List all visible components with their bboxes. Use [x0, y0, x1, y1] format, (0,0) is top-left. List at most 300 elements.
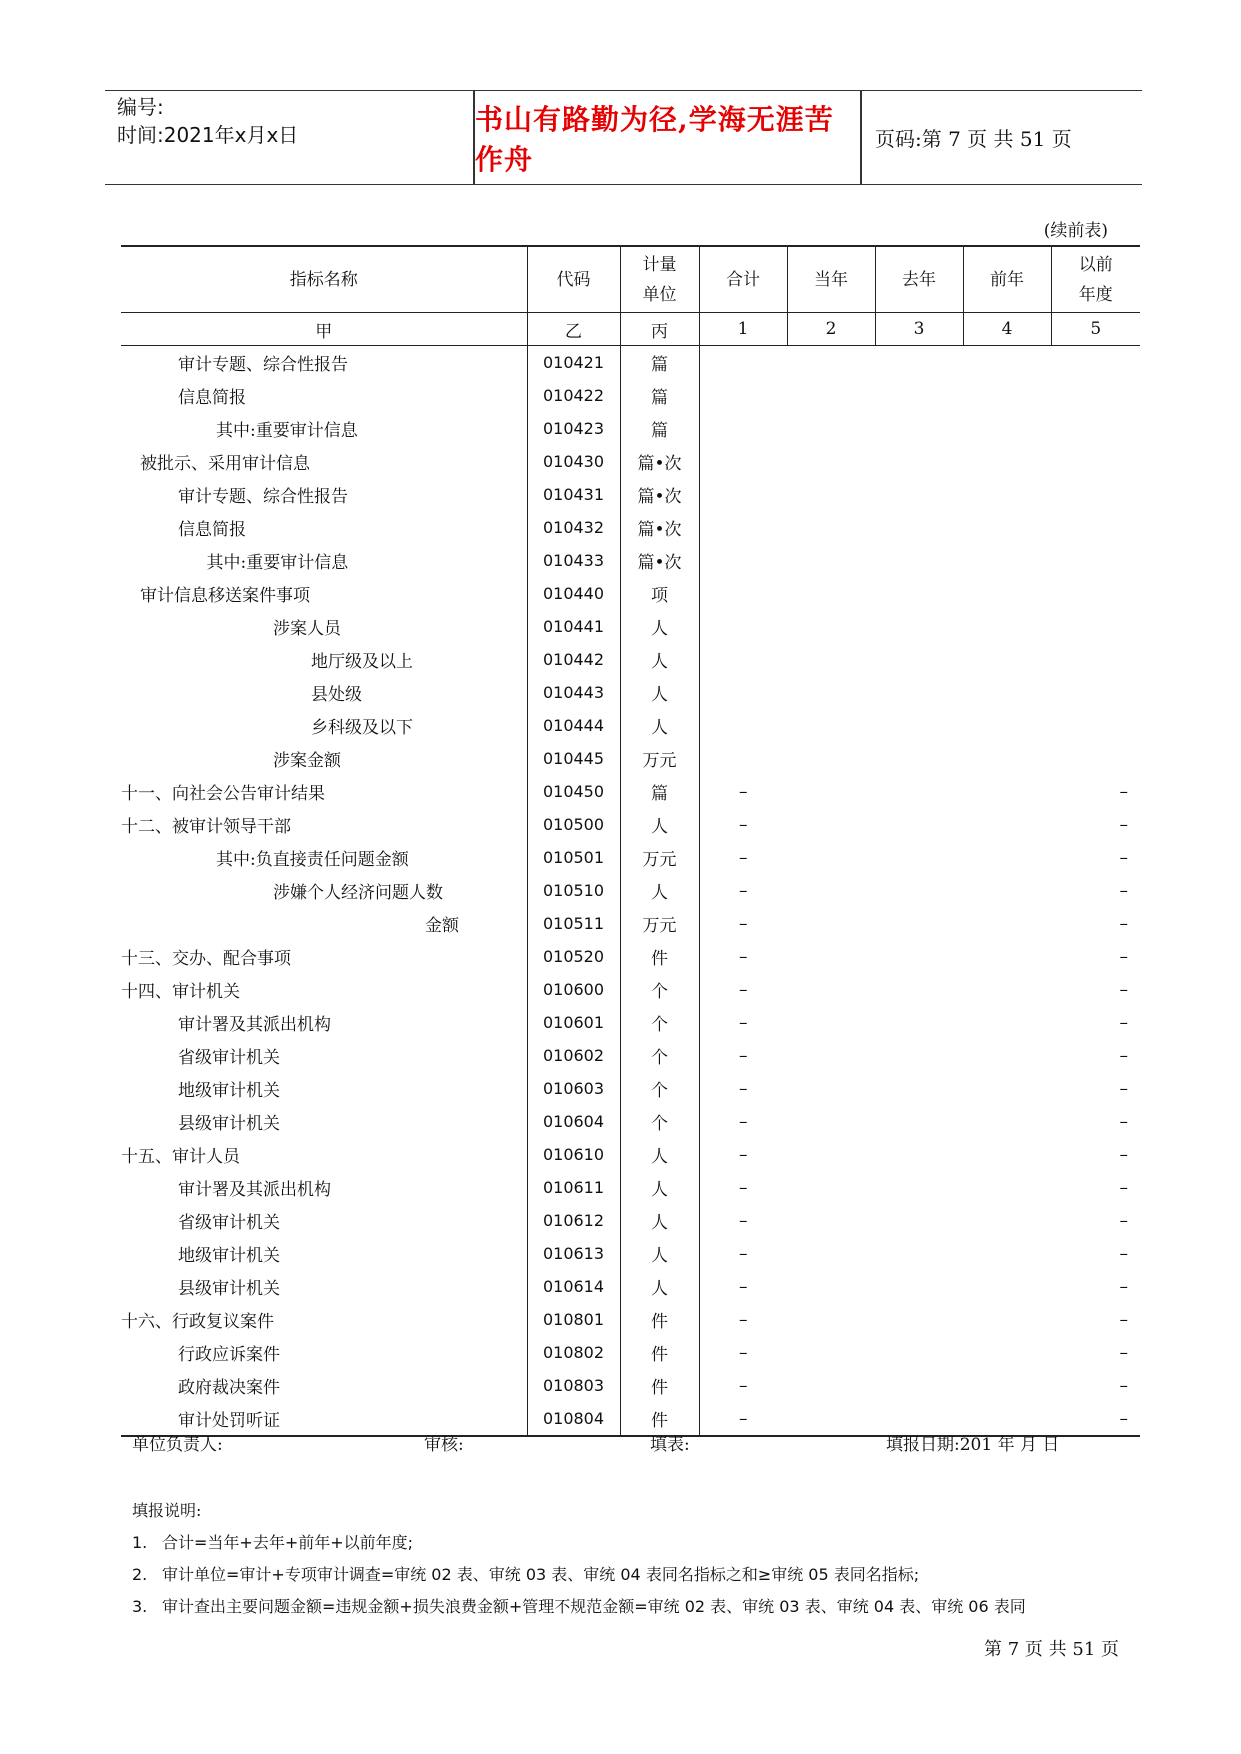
row-value-cell — [875, 610, 963, 643]
note-text: 审计单位=审计+专项审计调查=审统 02 表、审统 03 表、审统 04 表同名指标之和≥审统 05 表同名指标; — [162, 1565, 920, 1584]
row-prior-dash: – — [1119, 880, 1128, 901]
row-value-cell — [699, 610, 787, 643]
row-value-cell — [963, 742, 1051, 775]
table-body — [121, 346, 1140, 1437]
row-value-cell — [963, 1270, 1051, 1303]
row-code: 010601 — [527, 1006, 620, 1039]
row-indicator-name: 省级审计机关 — [121, 1039, 527, 1072]
table-row — [121, 775, 1140, 808]
row-code: 010445 — [527, 742, 620, 775]
index-cell: 甲 — [121, 313, 527, 346]
col-header-unit — [620, 246, 699, 313]
row-indicator-name: 县处级 — [121, 676, 527, 709]
row-code: 010450 — [527, 775, 620, 808]
row-value-cell — [963, 1006, 1051, 1039]
row-unit: 人 — [620, 1270, 699, 1303]
row-code: 010443 — [527, 676, 620, 709]
row-value-cell — [875, 874, 963, 907]
row-unit: 篇•次 — [620, 445, 699, 478]
col-header-prior-years — [1051, 246, 1140, 313]
row-code: 010604 — [527, 1105, 620, 1138]
row-code: 010500 — [527, 808, 620, 841]
row-value-cell — [963, 610, 1051, 643]
row-value-cell — [787, 412, 875, 445]
row-code: 010511 — [527, 907, 620, 940]
row-value-cell — [875, 1006, 963, 1039]
col-header-code: 代码 — [527, 246, 620, 313]
row-unit: 篇 — [620, 412, 699, 445]
row-value-cell — [699, 445, 787, 478]
row-value-cell — [787, 346, 875, 380]
row-value-cell — [875, 445, 963, 478]
row-total-dash: – — [739, 1276, 748, 1297]
row-prior-dash: – — [1051, 1402, 1140, 1436]
col-header-unit-line2: 单位 — [642, 284, 677, 305]
row-value-cell — [787, 1303, 875, 1336]
row-indicator-name: 审计署及其派出机构 — [121, 1171, 527, 1204]
table-row — [121, 973, 1140, 1006]
table-row — [121, 841, 1140, 874]
row-value-cell — [787, 1006, 875, 1039]
table-row — [121, 1303, 1140, 1336]
row-indicator-name: 地级审计机关 — [121, 1072, 527, 1105]
row-value-cell — [787, 643, 875, 676]
row-value-cell — [1051, 412, 1140, 445]
row-total-dash: – — [739, 979, 748, 1000]
row-unit: 个 — [620, 1105, 699, 1138]
row-value-cell — [787, 1204, 875, 1237]
row-value-cell — [963, 577, 1051, 610]
row-value-cell — [1051, 346, 1140, 380]
row-prior-dash: – — [1119, 946, 1128, 967]
row-value-cell — [963, 1171, 1051, 1204]
row-total-dash: – — [739, 1012, 748, 1033]
row-prior-dash: – — [1119, 1309, 1128, 1330]
row-total-dash: – — [739, 1342, 748, 1363]
row-prior-dash: – — [1119, 847, 1128, 868]
index-cell: 5 — [1051, 313, 1140, 346]
row-value-cell — [875, 346, 963, 380]
row-total-dash: – — [739, 1144, 748, 1165]
row-value-cell — [963, 412, 1051, 445]
row-value-cell — [875, 775, 963, 808]
row-prior-dash: – — [1119, 1144, 1128, 1165]
row-code: 010422 — [527, 379, 620, 412]
row-total-dash: – — [739, 1177, 748, 1198]
row-value-cell — [1051, 511, 1140, 544]
row-value-cell — [699, 709, 787, 742]
reviewer-label: 审核: — [424, 1435, 464, 1455]
header-band — [105, 90, 1142, 185]
row-unit: 人 — [620, 808, 699, 841]
row-code: 010440 — [527, 577, 620, 610]
row-indicator-name: 政府裁决案件 — [121, 1369, 527, 1402]
row-indicator-name: 被批示、采用审计信息 — [121, 445, 527, 478]
row-indicator-name: 其中:重要审计信息 — [121, 412, 527, 445]
responsible-label: 单位负责人: — [132, 1435, 223, 1455]
row-value-cell — [963, 1072, 1051, 1105]
table-row — [121, 379, 1140, 412]
row-value-cell — [875, 577, 963, 610]
row-value-cell — [1051, 478, 1140, 511]
row-code: 010442 — [527, 643, 620, 676]
row-value-cell — [787, 610, 875, 643]
row-indicator-name: 审计处罚听证 — [121, 1402, 527, 1436]
table-row — [121, 1237, 1140, 1270]
row-value-cell — [787, 808, 875, 841]
row-unit: 项 — [620, 577, 699, 610]
note-number: 1. — [132, 1533, 148, 1552]
row-prior-dash: – — [1119, 1177, 1128, 1198]
row-indicator-name: 十二、被审计领导干部 — [121, 808, 527, 841]
row-value-cell — [699, 478, 787, 511]
page-label: 页码:第 7 页 共 51 页 — [875, 127, 1072, 151]
row-value-cell — [963, 1105, 1051, 1138]
row-value-cell — [699, 742, 787, 775]
slogan: 书山有路勤为径,学海无涯苦作舟 — [475, 102, 834, 176]
row-value-cell — [1051, 379, 1140, 412]
row-value-cell — [963, 676, 1051, 709]
row-value-cell — [963, 709, 1051, 742]
index-cell: 1 — [699, 313, 787, 346]
row-code: 010520 — [527, 940, 620, 973]
row-value-cell — [963, 907, 1051, 940]
row-value-cell — [875, 412, 963, 445]
row-indicator-name: 十三、交办、配合事项 — [121, 940, 527, 973]
table-row — [121, 709, 1140, 742]
index-cell: 4 — [963, 313, 1051, 346]
row-value-cell — [875, 1138, 963, 1171]
row-value-cell — [875, 907, 963, 940]
col-header-name: 指标名称 — [121, 246, 527, 313]
row-indicator-name: 审计专题、综合性报告 — [121, 346, 527, 380]
row-value-cell — [963, 1336, 1051, 1369]
table-row — [121, 1105, 1140, 1138]
row-value-cell — [787, 742, 875, 775]
row-indicator-name: 涉嫌个人经济问题人数 — [121, 874, 527, 907]
note-item — [132, 1527, 1026, 1559]
table-row — [121, 742, 1140, 775]
row-code: 010444 — [527, 709, 620, 742]
table-row — [121, 478, 1140, 511]
col-header-unit-line1: 计量 — [642, 254, 677, 275]
row-value-cell — [875, 676, 963, 709]
row-total-dash: – — [739, 1375, 748, 1396]
row-unit: 篇 — [620, 775, 699, 808]
row-code: 010600 — [527, 973, 620, 1006]
row-value-cell — [875, 1072, 963, 1105]
row-indicator-name: 审计专题、综合性报告 — [121, 478, 527, 511]
row-code: 010441 — [527, 610, 620, 643]
row-unit: 件 — [620, 1402, 699, 1436]
col-header-year-before: 前年 — [963, 246, 1051, 313]
row-value-cell — [787, 511, 875, 544]
row-code: 010803 — [527, 1369, 620, 1402]
row-total-dash: – — [739, 781, 748, 802]
row-unit: 人 — [620, 643, 699, 676]
row-value-cell — [875, 1336, 963, 1369]
row-value-cell — [1051, 709, 1140, 742]
note-number: 2. — [132, 1565, 148, 1584]
row-value-cell — [963, 643, 1051, 676]
row-value-cell — [963, 445, 1051, 478]
row-value-cell — [875, 808, 963, 841]
row-indicator-name: 行政应诉案件 — [121, 1336, 527, 1369]
row-value-cell — [875, 940, 963, 973]
row-value-cell — [787, 478, 875, 511]
row-unit: 件 — [620, 940, 699, 973]
table-index-row — [121, 313, 1140, 346]
note-text: 审计查出主要问题金额=违规金额+损失浪费金额+管理不规范金额=审统 02 表、审统 03 表、审统 04 表、审统 06 表同 — [162, 1597, 1026, 1616]
row-value-cell — [1051, 742, 1140, 775]
row-value-cell — [787, 577, 875, 610]
row-code: 010614 — [527, 1270, 620, 1303]
table-row — [121, 907, 1140, 940]
table-row — [121, 544, 1140, 577]
row-value-cell — [787, 445, 875, 478]
index-cell: 丙 — [620, 313, 699, 346]
row-unit: 人 — [620, 1204, 699, 1237]
row-value-cell — [787, 1237, 875, 1270]
row-value-cell — [787, 1039, 875, 1072]
row-prior-dash: – — [1119, 1243, 1128, 1264]
row-unit: 万元 — [620, 907, 699, 940]
row-value-cell — [963, 808, 1051, 841]
table-row — [121, 1204, 1140, 1237]
header-divider — [860, 91, 862, 184]
row-value-cell — [699, 412, 787, 445]
row-value-cell — [699, 511, 787, 544]
row-value-cell — [787, 940, 875, 973]
row-unit: 件 — [620, 1369, 699, 1402]
table-row — [121, 1006, 1140, 1039]
row-value-cell — [963, 346, 1051, 380]
row-total-dash: – — [739, 1243, 748, 1264]
row-prior-dash: – — [1119, 1342, 1128, 1363]
row-unit: 人 — [620, 676, 699, 709]
table-row — [121, 1039, 1140, 1072]
row-prior-dash: – — [1119, 781, 1128, 802]
row-code: 010802 — [527, 1336, 620, 1369]
col-header-prior-line2: 年度 — [1078, 284, 1113, 305]
notes-title: 填报说明: — [132, 1501, 202, 1520]
row-value-cell — [787, 907, 875, 940]
page-footer: 第 7 页 共 51 页 — [984, 1639, 1119, 1660]
row-prior-dash: – — [1119, 1375, 1128, 1396]
row-value-cell — [963, 1138, 1051, 1171]
row-value-cell — [875, 841, 963, 874]
row-value-cell — [875, 1237, 963, 1270]
row-indicator-name: 其中:负直接责任问题金额 — [121, 841, 527, 874]
row-code: 010611 — [527, 1171, 620, 1204]
table-row — [121, 610, 1140, 643]
row-value-cell — [875, 1105, 963, 1138]
row-unit: 件 — [620, 1303, 699, 1336]
row-indicator-name: 其中:重要审计信息 — [121, 544, 527, 577]
row-unit: 个 — [620, 1006, 699, 1039]
table-row — [121, 511, 1140, 544]
row-indicator-name: 审计署及其派出机构 — [121, 1006, 527, 1039]
row-value-cell — [963, 1039, 1051, 1072]
row-indicator-name: 十四、审计机关 — [121, 973, 527, 1006]
row-prior-dash: – — [1119, 1111, 1128, 1132]
row-value-cell — [963, 379, 1051, 412]
row-code: 010421 — [527, 346, 620, 380]
col-header-total: 合计 — [699, 246, 787, 313]
row-code: 010423 — [527, 412, 620, 445]
table-row — [121, 445, 1140, 478]
row-code: 010613 — [527, 1237, 620, 1270]
col-header-current-year: 当年 — [787, 246, 875, 313]
time-label: 时间:2021年x月x日 — [117, 123, 299, 147]
row-value-cell — [875, 973, 963, 1006]
row-value-cell — [875, 742, 963, 775]
row-value-cell — [875, 379, 963, 412]
table-row — [121, 1072, 1140, 1105]
row-value-cell — [1051, 643, 1140, 676]
row-unit: 人 — [620, 874, 699, 907]
index-cell: 3 — [875, 313, 963, 346]
note-number: 3. — [132, 1597, 148, 1616]
row-indicator-name: 县级审计机关 — [121, 1270, 527, 1303]
row-code: 010433 — [527, 544, 620, 577]
row-value-cell — [875, 709, 963, 742]
row-total-dash: – — [739, 847, 748, 868]
col-header-last-year: 去年 — [875, 246, 963, 313]
row-total-dash: – — [739, 1078, 748, 1099]
row-total-dash: – — [739, 814, 748, 835]
row-value-cell — [963, 544, 1051, 577]
row-prior-dash: – — [1119, 1078, 1128, 1099]
table-row — [121, 412, 1140, 445]
row-unit: 篇•次 — [620, 544, 699, 577]
row-indicator-name: 金额 — [121, 907, 527, 940]
row-unit: 个 — [620, 1039, 699, 1072]
row-indicator-name: 十一、向社会公告审计结果 — [121, 775, 527, 808]
row-value-cell — [699, 379, 787, 412]
row-total-dash: – — [739, 1111, 748, 1132]
row-total-dash: – — [739, 1210, 748, 1231]
row-value-cell — [875, 478, 963, 511]
row-value-cell — [1051, 445, 1140, 478]
row-prior-dash: – — [1119, 1012, 1128, 1033]
row-value-cell — [787, 1402, 875, 1436]
table-row — [121, 940, 1140, 973]
number-label: 编号: — [117, 95, 164, 119]
row-value-cell — [963, 1237, 1051, 1270]
row-value-cell — [787, 1171, 875, 1204]
table-row — [121, 808, 1140, 841]
row-value-cell — [1051, 544, 1140, 577]
row-value-cell — [963, 775, 1051, 808]
row-value-cell — [787, 1105, 875, 1138]
row-prior-dash: – — [1119, 1276, 1128, 1297]
row-code: 010804 — [527, 1402, 620, 1436]
row-unit: 个 — [620, 1072, 699, 1105]
row-unit: 人 — [620, 1171, 699, 1204]
row-value-cell — [875, 1369, 963, 1402]
row-value-cell — [963, 973, 1051, 1006]
row-indicator-name: 乡科级及以下 — [121, 709, 527, 742]
note-text: 合计=当年+去年+前年+以前年度; — [162, 1533, 414, 1552]
table-row — [121, 1138, 1140, 1171]
row-prior-dash: – — [1119, 1210, 1128, 1231]
row-value-cell — [1051, 577, 1140, 610]
row-prior-dash: – — [1119, 913, 1128, 934]
filling-notes — [132, 1495, 1026, 1623]
row-total-dash: – — [739, 913, 748, 934]
row-value-cell — [787, 1072, 875, 1105]
row-code: 010431 — [527, 478, 620, 511]
index-cell: 2 — [787, 313, 875, 346]
table-row — [121, 1336, 1140, 1369]
row-code: 010602 — [527, 1039, 620, 1072]
row-code: 010432 — [527, 511, 620, 544]
row-code: 010612 — [527, 1204, 620, 1237]
row-value-cell — [787, 709, 875, 742]
table-row — [121, 1270, 1140, 1303]
statistics-table — [121, 245, 1140, 1437]
row-value-cell — [787, 379, 875, 412]
row-value-cell — [963, 841, 1051, 874]
row-value-cell — [787, 544, 875, 577]
table-row — [121, 643, 1140, 676]
row-value-cell — [875, 1039, 963, 1072]
row-value-cell — [699, 676, 787, 709]
row-value-cell — [963, 940, 1051, 973]
row-indicator-name: 十五、审计人员 — [121, 1138, 527, 1171]
row-indicator-name: 省级审计机关 — [121, 1204, 527, 1237]
row-value-cell — [787, 676, 875, 709]
row-unit: 万元 — [620, 742, 699, 775]
row-code: 010510 — [527, 874, 620, 907]
row-indicator-name: 涉案金额 — [121, 742, 527, 775]
row-prior-dash: – — [1119, 979, 1128, 1000]
row-value-cell — [875, 1270, 963, 1303]
row-prior-dash: – — [1119, 1045, 1128, 1066]
row-total-dash: – — [739, 880, 748, 901]
row-value-cell — [963, 1369, 1051, 1402]
row-code: 010603 — [527, 1072, 620, 1105]
row-unit: 篇 — [620, 346, 699, 380]
row-indicator-name: 地厅级及以上 — [121, 643, 527, 676]
row-unit: 人 — [620, 1138, 699, 1171]
row-unit: 篇 — [620, 379, 699, 412]
filler-label: 填表: — [650, 1435, 690, 1455]
row-unit: 人 — [620, 1237, 699, 1270]
row-value-cell — [875, 1204, 963, 1237]
table-row — [121, 1369, 1140, 1402]
row-value-cell — [963, 1204, 1051, 1237]
row-value-cell — [699, 544, 787, 577]
row-value-cell — [787, 1270, 875, 1303]
row-indicator-name: 审计信息移送案件事项 — [121, 577, 527, 610]
table-row — [121, 874, 1140, 907]
row-value-cell — [1051, 676, 1140, 709]
row-value-cell — [875, 544, 963, 577]
row-total-dash: – — [739, 1045, 748, 1066]
row-total-dash: – — [739, 946, 748, 967]
row-code: 010801 — [527, 1303, 620, 1336]
row-value-cell — [875, 1303, 963, 1336]
row-value-cell — [1051, 610, 1140, 643]
row-total-dash: – — [699, 1402, 787, 1436]
row-prior-dash: – — [1119, 814, 1128, 835]
row-unit: 人 — [620, 709, 699, 742]
continued-label: (续前表) — [1043, 221, 1108, 241]
row-value-cell — [875, 511, 963, 544]
row-value-cell — [699, 346, 787, 380]
